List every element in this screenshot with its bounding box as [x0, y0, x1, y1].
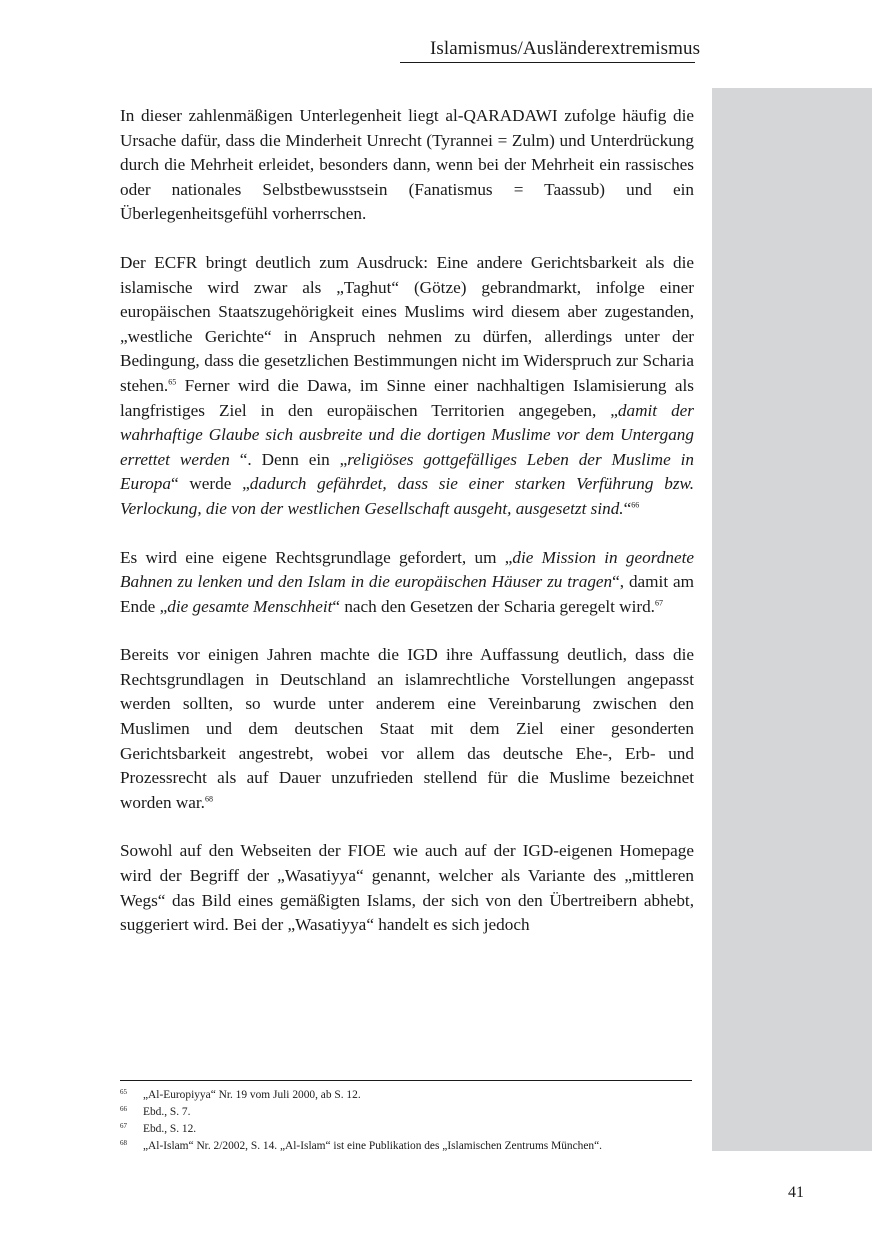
text-run: “. Denn ein „ [239, 449, 348, 469]
footnote-ref: 66 [631, 500, 640, 510]
paragraph-4 [120, 643, 694, 815]
quote-text: die gesamte Menschheit [167, 596, 333, 616]
quote-text: damit der wahrhaftige Glaube sich ausbreite und die dortigen Muslime vor dem Untergang errettet werden [120, 400, 694, 469]
footnote-number: 66 [120, 1105, 127, 1113]
page-number: 41 [788, 1184, 804, 1201]
body-text [120, 104, 694, 962]
paragraph-3 [120, 546, 694, 620]
footnote-text: Ebd., S. 12. [143, 1123, 197, 1135]
text-run: Der ECFR bringt deutlich zum Ausdruck: Eine andere Gerichtsbarkeit als die islamische wird zwar als „Taghut“ (Götze) gebrandmarkt, infolge einer europäischen Staatszugehörigkeit eines Muslims wird diesem aber zugestanden, „westliche Gerichte“ in Anspruch nehmen zu dürfen, allerdings unter der Bedingung, dass die gesetzlichen Bestimmungen nicht im Widerspruch zur Scharia stehen. [120, 252, 694, 395]
footnotes [120, 1087, 700, 1155]
quote-text: die Mission in geordnete Bahnen zu lenken und den Islam in die europäischen Häuser zu tragen [120, 547, 694, 592]
header-rule [400, 62, 695, 63]
text-run: Bereits vor einigen Jahren machte die IGD ihre Auffassung deutlich, dass die Rechtsgrundlagen in Deutschland an islamrechtliche Vorstellungen angepasst werden sollten, so wurde unter anderem eine Vereinbarung zwischen den Muslimen und dem deutschen Staat mit dem Ziel einer gesonderten Gerichtsbarkeit angestrebt, wobei vor allem das deutsche Ehe-, Erb- und Prozessrecht als auf Dauer unzufrieden stellend für die Muslime bezeichnet worden war. [120, 645, 694, 812]
footnote-text: „Al-Europiyya“ Nr. 19 vom Juli 2000, ab S. 12. [143, 1089, 361, 1101]
text-run: In dieser zahlenmäßigen Unterlegenheit liegt al-QARADAWI zufolge häufig die Ursache dafür, dass die Minderheit Unrecht (Tyrannei = Zulm) und Unterdrückung durch die Mehrheit erleidet, besonders dann, wenn bei der Mehrheit ein rassisches oder nationales Selbstbewusstsein (Fanatismus = Taassub) und ein Überlegenheitsgefühl vorherrschen. [120, 106, 694, 224]
text-run: Es wird eine eigene Rechtsgrundlage gefordert, um „ [120, 547, 513, 567]
footnote-65 [120, 1087, 700, 1104]
footnote-68 [120, 1138, 700, 1155]
quote-text: religiöses gottgefälliges Leben der Muslime in Europa [120, 449, 694, 494]
footnote-text: Ebd., S. 7. [143, 1106, 191, 1118]
margin-bar [712, 88, 872, 1151]
text-run: Sowohl auf den Webseiten der FIOE wie auch auf der IGD-eigenen Homepage wird der Begriff der „Wasatiyya“ genannt, welcher als Variante des „mittleren Wegs“ das Bild eines gemäßigten Islams, der sich von den Übertreibern abhebt, suggeriert wird. Bei der „Wasatiyya“ handelt es sich jedoch [120, 841, 694, 935]
footnote-ref: 68 [204, 794, 213, 804]
paragraph-1 [120, 104, 694, 227]
text-run: “, damit am Ende „ [120, 572, 694, 616]
footnote-rule [120, 1080, 692, 1081]
text-run: “ werde „ [170, 474, 250, 494]
footnote-66 [120, 1104, 700, 1121]
footnote-text: „Al-Islam“ Nr. 2/2002, S. 14. „Al-Islam“ ist eine Publikation des „Islamischen Zentrums München“. [143, 1140, 603, 1152]
running-header: Islamismus/Ausländerextremismus [430, 38, 701, 59]
footnote-number: 68 [120, 1139, 127, 1147]
paragraph-5 [120, 839, 694, 937]
text-run: “ nach den Gesetzen der Scharia geregelt wird. [332, 596, 655, 616]
footnote-ref: 67 [654, 597, 663, 607]
quote-text: dadurch gefährdet, dass sie einer starken Verführung bzw. Verlockung, die von der westlichen Gesellschaft ausgeht, ausgesetzt sind. [120, 474, 694, 518]
text-run: Ferner wird die Dawa, im Sinne einer nachhaltigen Islamisierung als langfristiges Ziel in den europäischen Territorien angegeben, „ [120, 375, 694, 420]
footnote-number: 67 [120, 1122, 127, 1130]
footnote-67 [120, 1121, 700, 1138]
text-run: “ [623, 498, 632, 518]
footnote-number: 65 [120, 1088, 127, 1096]
footnote-ref: 65 [168, 377, 177, 387]
paragraph-2 [120, 251, 694, 522]
